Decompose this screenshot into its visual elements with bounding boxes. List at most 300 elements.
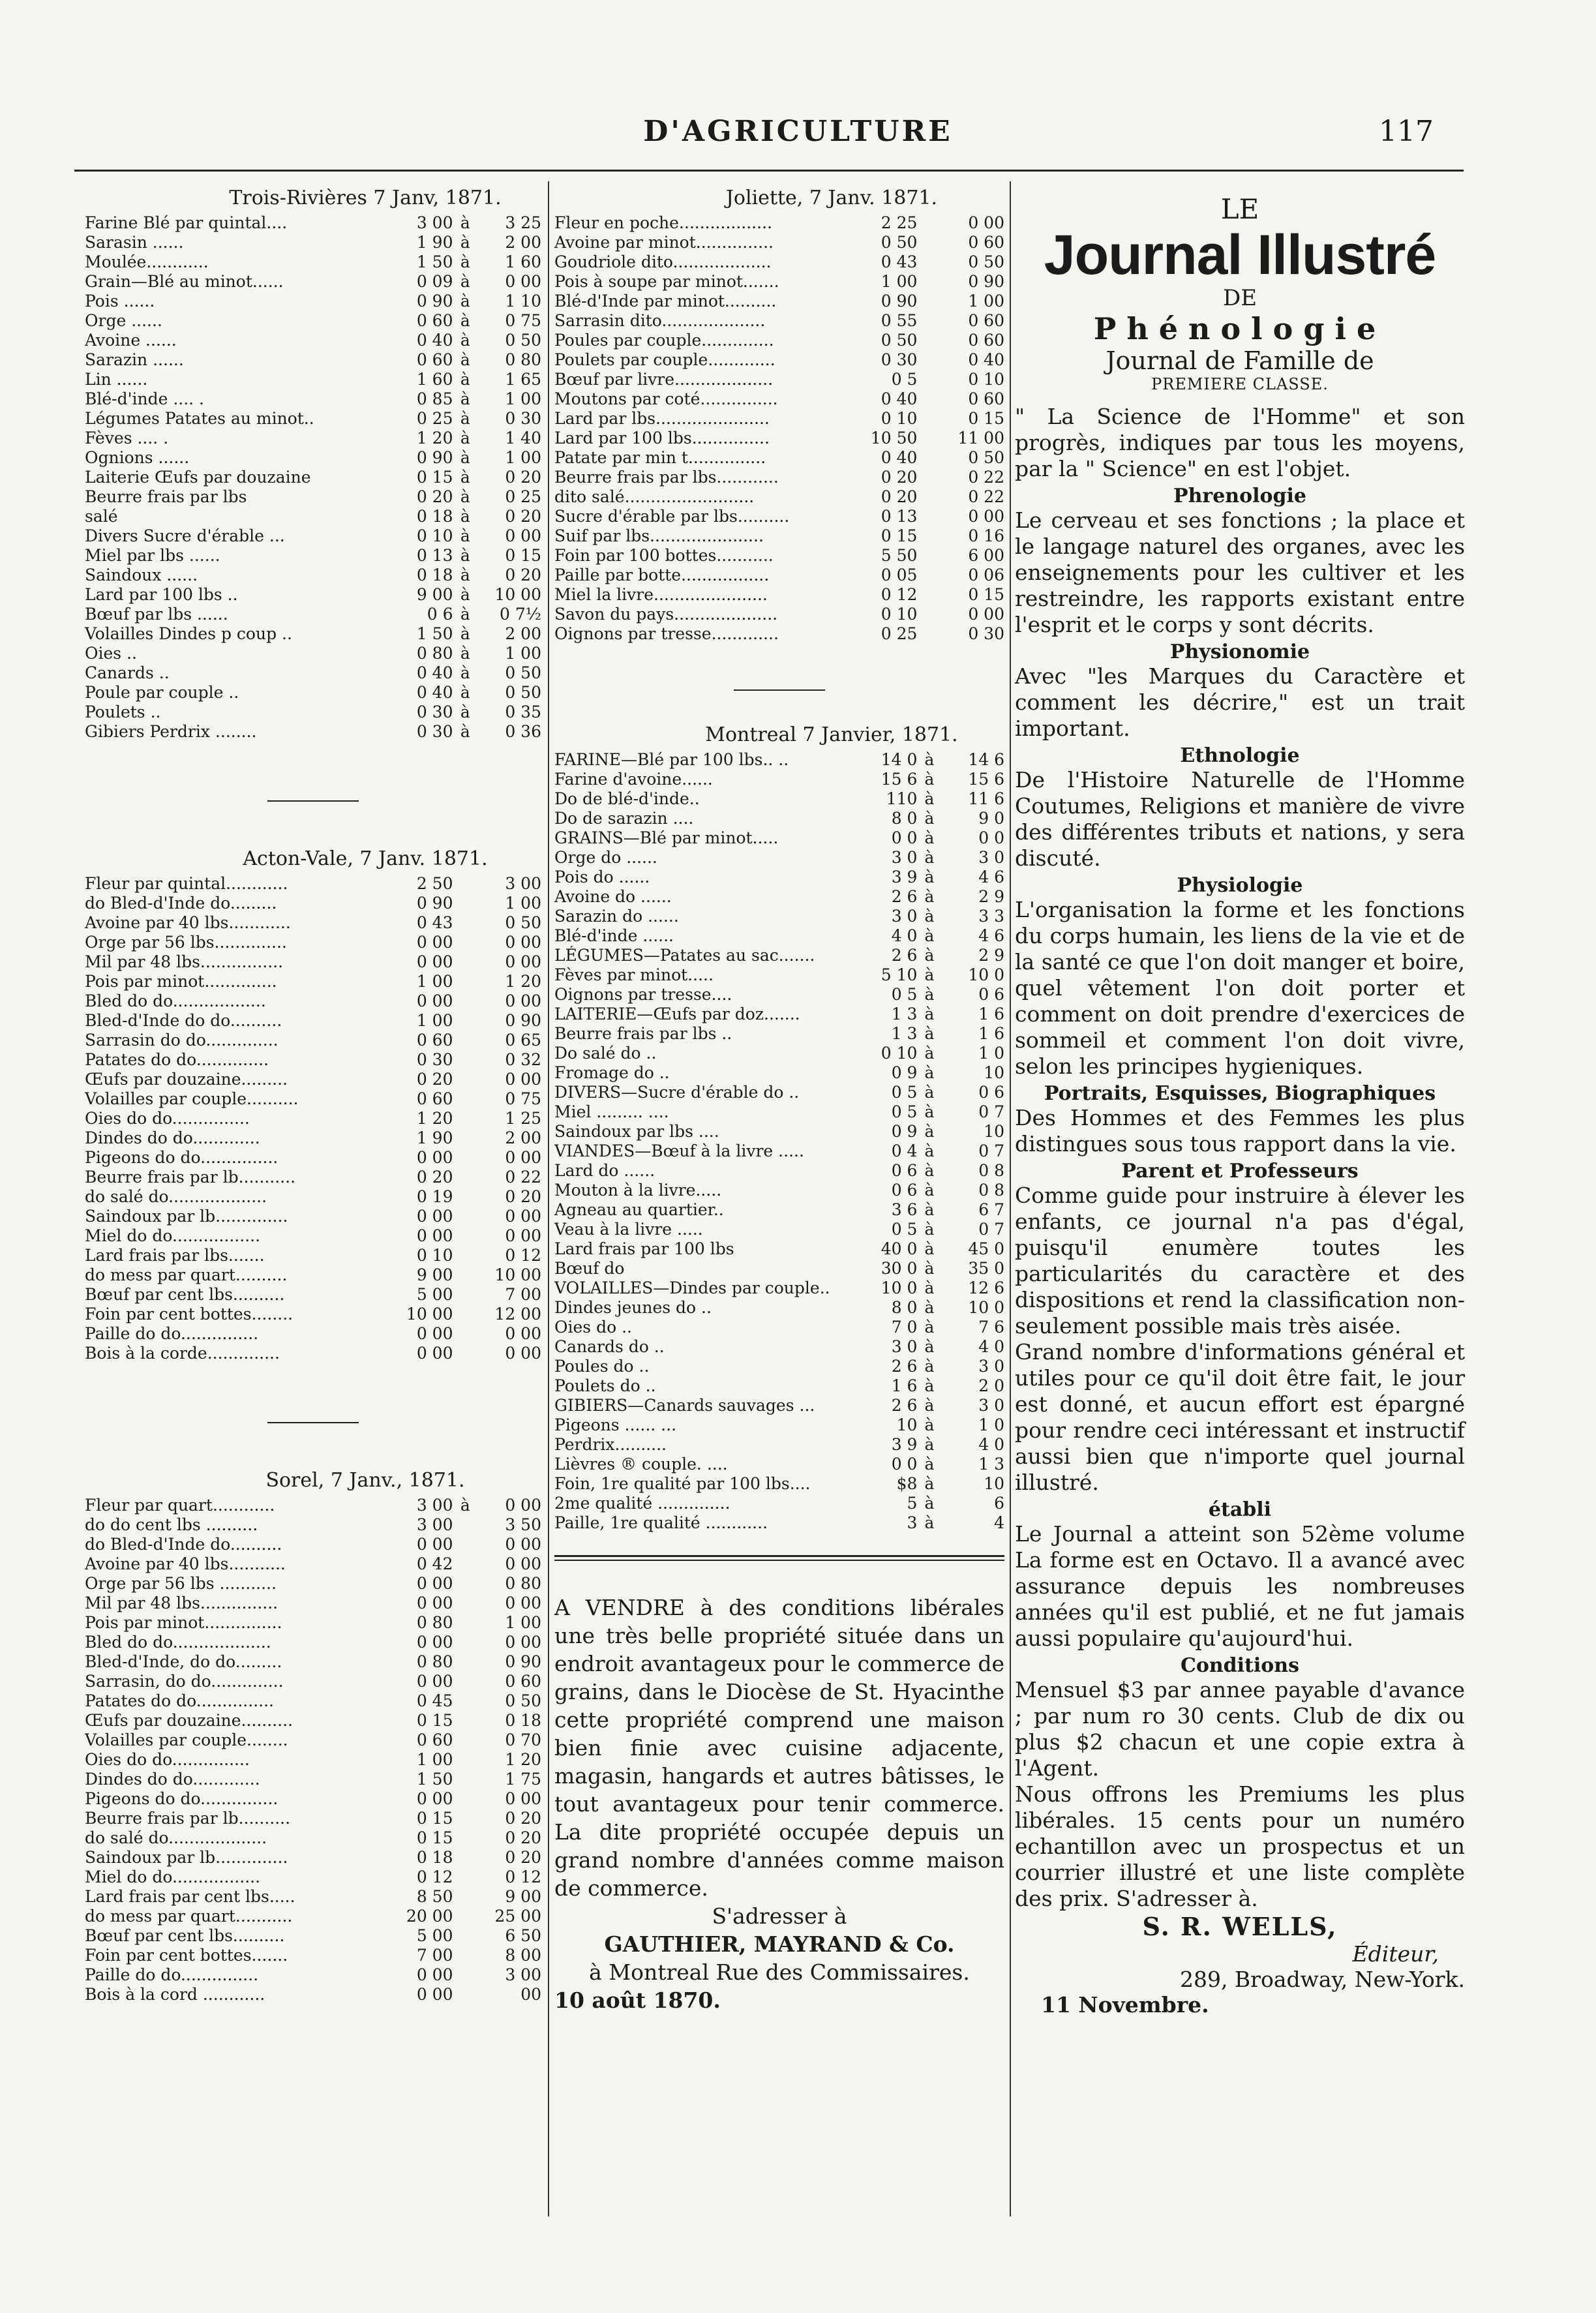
price-separator bbox=[453, 1574, 478, 1594]
price-row bbox=[85, 1554, 541, 1574]
price-row bbox=[554, 1044, 1004, 1063]
price-separator bbox=[453, 1515, 478, 1535]
price-low: 3 9 bbox=[891, 1435, 918, 1454]
price-item-label: Pois par minot.............. bbox=[85, 972, 277, 991]
price-high: 0 50 bbox=[968, 252, 1004, 271]
price-high: 0 25 bbox=[505, 487, 541, 506]
price-separator: à bbox=[924, 1357, 935, 1376]
price-high: 0 00 bbox=[505, 1496, 541, 1515]
price-row bbox=[554, 350, 1004, 370]
price-high: 0 00 bbox=[505, 1324, 541, 1343]
price-item-label: Fromage do .. bbox=[554, 1063, 670, 1082]
price-separator bbox=[453, 1535, 478, 1554]
price-item-label: Divers Sucre d'érable ... bbox=[85, 526, 285, 545]
separator-rule bbox=[267, 1422, 359, 1423]
price-low: 0 10 bbox=[881, 409, 918, 428]
price-high: 3 0 bbox=[978, 848, 1004, 867]
price-high: 1 10 bbox=[505, 292, 541, 310]
price-separator bbox=[917, 487, 941, 507]
price-item-label: Oignons par tresse.... bbox=[554, 985, 732, 1004]
price-item-label: Lard frais par lbs....... bbox=[85, 1246, 265, 1265]
price-item-label: Poulets .. bbox=[85, 703, 161, 721]
price-item-label: Oies do do............... bbox=[85, 1750, 250, 1769]
price-high: 0 7 bbox=[978, 1102, 1004, 1121]
price-separator bbox=[453, 1887, 478, 1907]
price-item-label: Blé-d'inde ...... bbox=[554, 926, 674, 945]
price-separator bbox=[917, 507, 941, 526]
price-separator: à bbox=[460, 252, 470, 271]
price-separator: à bbox=[460, 566, 470, 584]
price-high: 12 6 bbox=[968, 1278, 1004, 1297]
price-low: 0 20 bbox=[881, 468, 918, 487]
price-separator bbox=[917, 429, 941, 448]
price-separator: à bbox=[924, 926, 935, 945]
section-phrenologie-heading: Phrenologie bbox=[1173, 485, 1306, 507]
price-high: 0 20 bbox=[505, 1848, 541, 1867]
price-item-label: LAITERIE—Œufs par doz....... bbox=[554, 1005, 800, 1023]
price-separator: à bbox=[460, 644, 470, 663]
price-separator: à bbox=[924, 828, 935, 847]
price-row bbox=[85, 1750, 541, 1770]
price-item-label: Sarazin ...... bbox=[85, 350, 184, 369]
price-separator: à bbox=[924, 789, 935, 808]
price-separator: à bbox=[460, 370, 470, 389]
price-low: 10 50 bbox=[870, 429, 918, 447]
price-low: 0 50 bbox=[881, 233, 918, 252]
price-separator bbox=[453, 1344, 478, 1363]
price-item-label: Œufs par douzaine.......... bbox=[85, 1711, 293, 1730]
price-item-label: Bled-d'Inde, do do......... bbox=[85, 1652, 282, 1671]
price-high: 10 0 bbox=[968, 1298, 1004, 1317]
price-row bbox=[85, 1031, 541, 1050]
price-high: 6 50 bbox=[505, 1926, 541, 1945]
price-high: 0 00 bbox=[505, 1535, 541, 1554]
price-separator: à bbox=[924, 770, 935, 789]
price-high: 1 65 bbox=[505, 370, 541, 389]
price-high: 0 7 bbox=[978, 1220, 1004, 1239]
price-row bbox=[85, 1285, 541, 1305]
price-high: 0 00 bbox=[505, 1070, 541, 1089]
price-low: 0 00 bbox=[416, 1594, 453, 1612]
price-separator bbox=[453, 1594, 478, 1613]
price-separator: à bbox=[460, 311, 470, 330]
price-item-label: Pois à soupe par minot....... bbox=[554, 272, 779, 291]
price-high: 0 15 bbox=[968, 409, 1004, 428]
price-low: 1 00 bbox=[416, 1011, 453, 1030]
price-low: 1 00 bbox=[416, 1750, 453, 1769]
price-item-label: Paille do do............... bbox=[85, 1324, 259, 1343]
price-high: 0 50 bbox=[968, 448, 1004, 467]
price-item-label: Do de blé-d'inde.. bbox=[554, 789, 700, 808]
price-item-label: do Bled-d'Inde do.......... bbox=[85, 1535, 282, 1554]
price-low: 1 20 bbox=[416, 1109, 453, 1128]
price-low: 1 50 bbox=[416, 1770, 453, 1789]
price-item-label: Bœuf par cent lbs.......... bbox=[85, 1285, 285, 1304]
price-separator: à bbox=[924, 809, 935, 828]
price-low: 0 9 bbox=[891, 1122, 918, 1141]
price-row bbox=[85, 468, 541, 487]
price-separator bbox=[453, 1265, 478, 1285]
price-low: 0 80 bbox=[416, 1613, 453, 1632]
price-low: 0 09 bbox=[416, 272, 453, 291]
price-high: 0 7½ bbox=[500, 605, 541, 624]
price-row bbox=[554, 1024, 1004, 1044]
price-high: 6 00 bbox=[968, 546, 1004, 565]
price-row bbox=[554, 1005, 1004, 1024]
section-etabli-text: Le Journal a atteint son 52ème volume La forme est en Octavo. Il a avancé avec assurance depuis les nombreuses années qu'il est publié, et ne fut jamais aussi populaire qu'aujourd'hui. bbox=[1015, 1521, 1465, 1651]
price-high: 4 bbox=[994, 1513, 1004, 1532]
price-separator bbox=[453, 1226, 478, 1246]
price-separator: à bbox=[460, 350, 470, 369]
price-item-label: Farine d'avoine...... bbox=[554, 770, 713, 789]
price-high: 1 00 bbox=[505, 894, 541, 913]
price-row bbox=[554, 1435, 1004, 1455]
price-row bbox=[554, 213, 1004, 233]
price-row bbox=[554, 1122, 1004, 1141]
price-row bbox=[554, 1278, 1004, 1298]
price-low: 1 3 bbox=[891, 1024, 918, 1043]
price-low: 3 00 bbox=[416, 213, 453, 232]
price-high: 6 bbox=[994, 1494, 1004, 1513]
price-row bbox=[85, 1809, 541, 1828]
price-table bbox=[85, 874, 541, 1363]
price-high: 0 6 bbox=[978, 985, 1004, 1004]
price-item-label: Mouton à la livre..... bbox=[554, 1181, 722, 1200]
price-item-label: do mess par quart.......... bbox=[85, 1265, 288, 1284]
price-item-label: Sarrasin, do do.............. bbox=[85, 1672, 284, 1691]
price-low: 0 55 bbox=[881, 311, 918, 330]
price-row bbox=[85, 507, 541, 526]
price-separator bbox=[453, 1828, 478, 1848]
price-separator: à bbox=[924, 1220, 935, 1239]
price-row bbox=[85, 331, 541, 350]
price-high: 0 50 bbox=[505, 1691, 541, 1710]
price-low: 0 90 bbox=[881, 292, 918, 310]
price-item-label: Miel la livre...................... bbox=[554, 585, 768, 604]
price-separator bbox=[453, 1731, 478, 1750]
price-separator: à bbox=[924, 1494, 935, 1513]
price-high: 0 00 bbox=[505, 1226, 541, 1245]
price-separator bbox=[917, 566, 941, 585]
price-separator: à bbox=[460, 409, 470, 428]
page-header-title: D'AGRICULTURE bbox=[643, 115, 953, 148]
price-low: 110 bbox=[886, 789, 918, 808]
price-low: 0 6 bbox=[891, 1161, 918, 1180]
header-rule bbox=[74, 170, 1464, 172]
price-low: 15 6 bbox=[881, 770, 918, 789]
price-separator bbox=[453, 1613, 478, 1633]
price-row bbox=[85, 272, 541, 292]
price-row bbox=[85, 429, 541, 448]
price-separator: à bbox=[460, 605, 470, 624]
price-row bbox=[554, 1083, 1004, 1102]
price-separator bbox=[453, 1246, 478, 1265]
price-high: 0 20 bbox=[505, 507, 541, 526]
price-item-label: GRAINS—Blé par minot..... bbox=[554, 828, 779, 847]
ad-place: à Montreal Rue des Commissaires. bbox=[589, 1959, 970, 1985]
price-high: 1 3 bbox=[978, 1455, 1004, 1474]
price-high: 0 00 bbox=[505, 1789, 541, 1808]
price-item-label: Lard par lbs...................... bbox=[554, 409, 770, 428]
price-row bbox=[85, 1731, 541, 1750]
price-separator bbox=[453, 1652, 478, 1672]
price-row bbox=[554, 1102, 1004, 1122]
price-high: 0 00 bbox=[505, 1148, 541, 1167]
price-low: 0 10 bbox=[416, 1246, 453, 1265]
price-row bbox=[554, 1494, 1004, 1513]
price-low: 0 60 bbox=[416, 1089, 453, 1108]
price-high: 2 00 bbox=[505, 624, 541, 643]
price-high: 1 6 bbox=[978, 1005, 1004, 1023]
price-row bbox=[85, 1574, 541, 1594]
price-item-label: Bled do do................... bbox=[85, 1633, 271, 1652]
price-item-label: Foin par 100 bottes........... bbox=[554, 546, 774, 565]
price-separator bbox=[453, 1907, 478, 1926]
price-item-label: Farine Blé par quintal.... bbox=[85, 213, 288, 232]
price-high: 1 25 bbox=[505, 1109, 541, 1128]
price-item-label: Oignons par tresse............. bbox=[554, 624, 779, 643]
price-high: 0 30 bbox=[505, 409, 541, 428]
price-low: 0 13 bbox=[881, 507, 918, 526]
price-low: 0 00 bbox=[416, 991, 453, 1010]
price-low: 0 4 bbox=[891, 1141, 918, 1160]
price-low: 3 9 bbox=[891, 868, 918, 886]
price-low: 0 5 bbox=[891, 1220, 918, 1239]
separator-rule bbox=[734, 689, 825, 691]
price-separator bbox=[453, 1985, 478, 2004]
price-high: 1 0 bbox=[978, 1415, 1004, 1434]
price-row bbox=[85, 703, 541, 722]
price-row bbox=[554, 750, 1004, 770]
price-high: 0 80 bbox=[505, 1574, 541, 1593]
journal-date: 11 Novembre. bbox=[1041, 1992, 1209, 2018]
price-item-label: Bois à la corde.............. bbox=[85, 1344, 280, 1363]
price-item-label: Avoine ...... bbox=[85, 331, 177, 350]
price-separator bbox=[917, 370, 941, 389]
price-separator bbox=[453, 1148, 478, 1168]
price-row bbox=[554, 926, 1004, 946]
price-row bbox=[554, 1474, 1004, 1494]
price-separator bbox=[453, 1070, 478, 1089]
price-row bbox=[85, 1867, 541, 1887]
price-item-label: Légumes Patates au minot.. bbox=[85, 409, 314, 428]
price-row bbox=[85, 350, 541, 370]
column-divider-right bbox=[1010, 181, 1011, 2216]
price-separator: à bbox=[924, 1278, 935, 1297]
price-high: 1 00 bbox=[968, 292, 1004, 310]
price-low: 0 10 bbox=[881, 1044, 918, 1063]
price-row bbox=[85, 1089, 541, 1109]
price-high: 0 75 bbox=[505, 1089, 541, 1108]
price-separator: à bbox=[924, 1474, 935, 1493]
section-conditions-heading: Conditions bbox=[1180, 1654, 1300, 1677]
price-low: 1 3 bbox=[891, 1005, 918, 1023]
price-item-label: Veau à la livre ..... bbox=[554, 1220, 703, 1239]
market-section bbox=[85, 1469, 541, 2004]
price-item-label: Beurre frais par lbs............ bbox=[554, 468, 779, 487]
price-high: 0 7 bbox=[978, 1141, 1004, 1160]
price-item-label: do do cent lbs .......... bbox=[85, 1515, 258, 1534]
price-low: 0 15 bbox=[416, 1809, 453, 1828]
price-item-label: Poulets do .. bbox=[554, 1376, 656, 1395]
price-separator: à bbox=[924, 1415, 935, 1434]
price-high: 0 20 bbox=[505, 1809, 541, 1828]
price-separator bbox=[453, 1711, 478, 1731]
section-physiologie-text: L'organisation la forme et les fonctions du corps humain, les liens de la vie et de la santé ce que l'on doit manger et boire, quel vêtement l'on doit porter et comment on doit prendre d'exercices de sommeil et comment l'on doit vivre, selon les principes hygieniques. bbox=[1015, 897, 1465, 1079]
price-row bbox=[85, 1226, 541, 1246]
price-item-label: Patates do do.............. bbox=[85, 1050, 269, 1069]
price-row bbox=[554, 389, 1004, 409]
price-high: 3 3 bbox=[978, 907, 1004, 926]
price-high: 1 40 bbox=[505, 429, 541, 447]
price-high: 0 00 bbox=[505, 1554, 541, 1573]
price-low: 0 40 bbox=[416, 331, 453, 350]
price-separator bbox=[917, 350, 941, 370]
price-separator bbox=[917, 292, 941, 311]
market-section bbox=[554, 723, 1004, 1533]
price-low: 0 90 bbox=[416, 292, 453, 310]
price-high: 0 00 bbox=[505, 933, 541, 952]
price-separator: à bbox=[924, 1259, 935, 1278]
price-low: 10 bbox=[896, 1415, 918, 1434]
price-low: 5 bbox=[907, 1494, 918, 1513]
price-high: 4 0 bbox=[978, 1337, 1004, 1356]
price-low: 0 40 bbox=[416, 663, 453, 682]
price-high: 0 20 bbox=[505, 1187, 541, 1206]
price-item-label: Poules par couple.............. bbox=[554, 331, 774, 350]
price-separator: à bbox=[460, 331, 470, 350]
price-row bbox=[85, 1128, 541, 1148]
price-low: 0 6 bbox=[891, 1181, 918, 1200]
price-item-label: Saindoux ...... bbox=[85, 566, 198, 584]
price-item-label: Pigeons do do............... bbox=[85, 1789, 279, 1808]
price-separator bbox=[453, 1285, 478, 1305]
price-item-label: Lard do ...... bbox=[554, 1161, 655, 1180]
price-low: 0 30 bbox=[416, 1050, 453, 1069]
price-item-label: Pois do ...... bbox=[554, 868, 650, 886]
price-high: 9 0 bbox=[978, 809, 1004, 828]
price-low: 0 43 bbox=[416, 913, 453, 932]
price-low: 40 0 bbox=[881, 1239, 918, 1258]
price-low: 5 00 bbox=[416, 1285, 453, 1304]
price-separator bbox=[453, 1031, 478, 1050]
price-low: 0 0 bbox=[891, 1455, 918, 1474]
price-high: 0 00 bbox=[505, 1344, 541, 1363]
market-heading: Joliette, 7 Janv. 1871. bbox=[725, 187, 938, 209]
price-low: 0 12 bbox=[416, 1867, 453, 1886]
price-item-label: Oies do .. bbox=[554, 1318, 632, 1337]
price-high: 0 00 bbox=[505, 272, 541, 291]
price-item-label: do salé do................... bbox=[85, 1187, 267, 1206]
price-high: 0 06 bbox=[968, 566, 1004, 584]
price-high: 0 50 bbox=[505, 683, 541, 702]
sale-advertisement bbox=[554, 1594, 1004, 2014]
price-low: 3 0 bbox=[891, 907, 918, 926]
price-high: 0 15 bbox=[968, 585, 1004, 604]
price-low: 2 25 bbox=[881, 213, 918, 232]
price-high: 0 12 bbox=[505, 1246, 541, 1265]
price-item-label: Sarazin do ...... bbox=[554, 907, 679, 926]
price-low: 1 90 bbox=[416, 1128, 453, 1147]
price-row bbox=[554, 311, 1004, 331]
price-item-label: Paille, 1re qualité ............ bbox=[554, 1513, 768, 1532]
price-high: 0 00 bbox=[505, 1594, 541, 1612]
price-low: 1 50 bbox=[416, 624, 453, 643]
price-high: 0 6 bbox=[978, 1083, 1004, 1102]
price-low: 0 18 bbox=[416, 1848, 453, 1867]
price-high: 1 60 bbox=[505, 252, 541, 271]
price-item-label: Mil par 48 lbs............... bbox=[85, 1594, 279, 1612]
price-item-label: Sarrasin dito.................... bbox=[554, 311, 766, 330]
price-high: 00 bbox=[520, 1985, 541, 2004]
price-item-label: Paille do do............... bbox=[85, 1965, 259, 1984]
price-low: 0 5 bbox=[891, 1102, 918, 1121]
price-item-label: Lard frais par cent lbs..... bbox=[85, 1887, 295, 1906]
price-row bbox=[554, 1220, 1004, 1239]
price-separator bbox=[453, 1050, 478, 1070]
price-low: 0 00 bbox=[416, 933, 453, 952]
price-item-label: Orge ...... bbox=[85, 311, 162, 330]
price-row bbox=[85, 546, 541, 566]
price-high: 0 20 bbox=[505, 1828, 541, 1847]
price-high: 11 6 bbox=[968, 789, 1004, 808]
price-item-label: Beurre frais par lbs .. bbox=[554, 1024, 732, 1043]
price-separator bbox=[453, 972, 478, 991]
ad-address-label: S'adresser à bbox=[712, 1903, 847, 1929]
price-high: 0 60 bbox=[968, 233, 1004, 252]
price-row bbox=[85, 1926, 541, 1946]
price-row bbox=[85, 213, 541, 233]
price-row bbox=[85, 1789, 541, 1809]
price-table bbox=[554, 750, 1004, 1533]
price-low: 0 40 bbox=[416, 683, 453, 702]
price-low: 9 00 bbox=[416, 585, 453, 604]
price-high: 0 00 bbox=[505, 952, 541, 971]
price-item-label: Poule par couple .. bbox=[85, 683, 239, 702]
price-separator bbox=[453, 1089, 478, 1109]
price-high: 0 36 bbox=[505, 722, 541, 741]
price-separator: à bbox=[924, 985, 935, 1004]
price-low: 0 40 bbox=[881, 389, 918, 408]
price-separator bbox=[453, 1926, 478, 1946]
price-low: 30 0 bbox=[881, 1259, 918, 1278]
price-high: 0 8 bbox=[978, 1181, 1004, 1200]
price-high: 10 bbox=[984, 1063, 1004, 1082]
price-row bbox=[85, 1344, 541, 1363]
price-high: 0 60 bbox=[968, 311, 1004, 330]
price-separator: à bbox=[460, 663, 470, 682]
price-separator bbox=[453, 1554, 478, 1574]
price-row bbox=[554, 546, 1004, 566]
price-high: 4 6 bbox=[978, 926, 1004, 945]
price-row bbox=[85, 991, 541, 1011]
price-high: 35 0 bbox=[968, 1259, 1004, 1278]
price-low: 0 30 bbox=[416, 703, 453, 721]
price-item-label: Lard par 100 lbs .. bbox=[85, 585, 238, 604]
price-separator: à bbox=[924, 1102, 935, 1121]
price-row bbox=[85, 233, 541, 252]
price-item-label: Saindoux par lb.............. bbox=[85, 1848, 288, 1867]
price-high: 6 7 bbox=[978, 1200, 1004, 1219]
price-item-label: Grain—Blé au minot...... bbox=[85, 272, 284, 291]
price-low: 0 5 bbox=[891, 370, 918, 389]
price-row bbox=[554, 985, 1004, 1005]
price-high: 45 0 bbox=[968, 1239, 1004, 1258]
price-low: 0 00 bbox=[416, 1226, 453, 1245]
price-item-label: Fèves par minot..... bbox=[554, 965, 714, 984]
price-low: 0 9 bbox=[891, 1063, 918, 1082]
price-item-label: Volailles par couple........ bbox=[85, 1731, 288, 1749]
